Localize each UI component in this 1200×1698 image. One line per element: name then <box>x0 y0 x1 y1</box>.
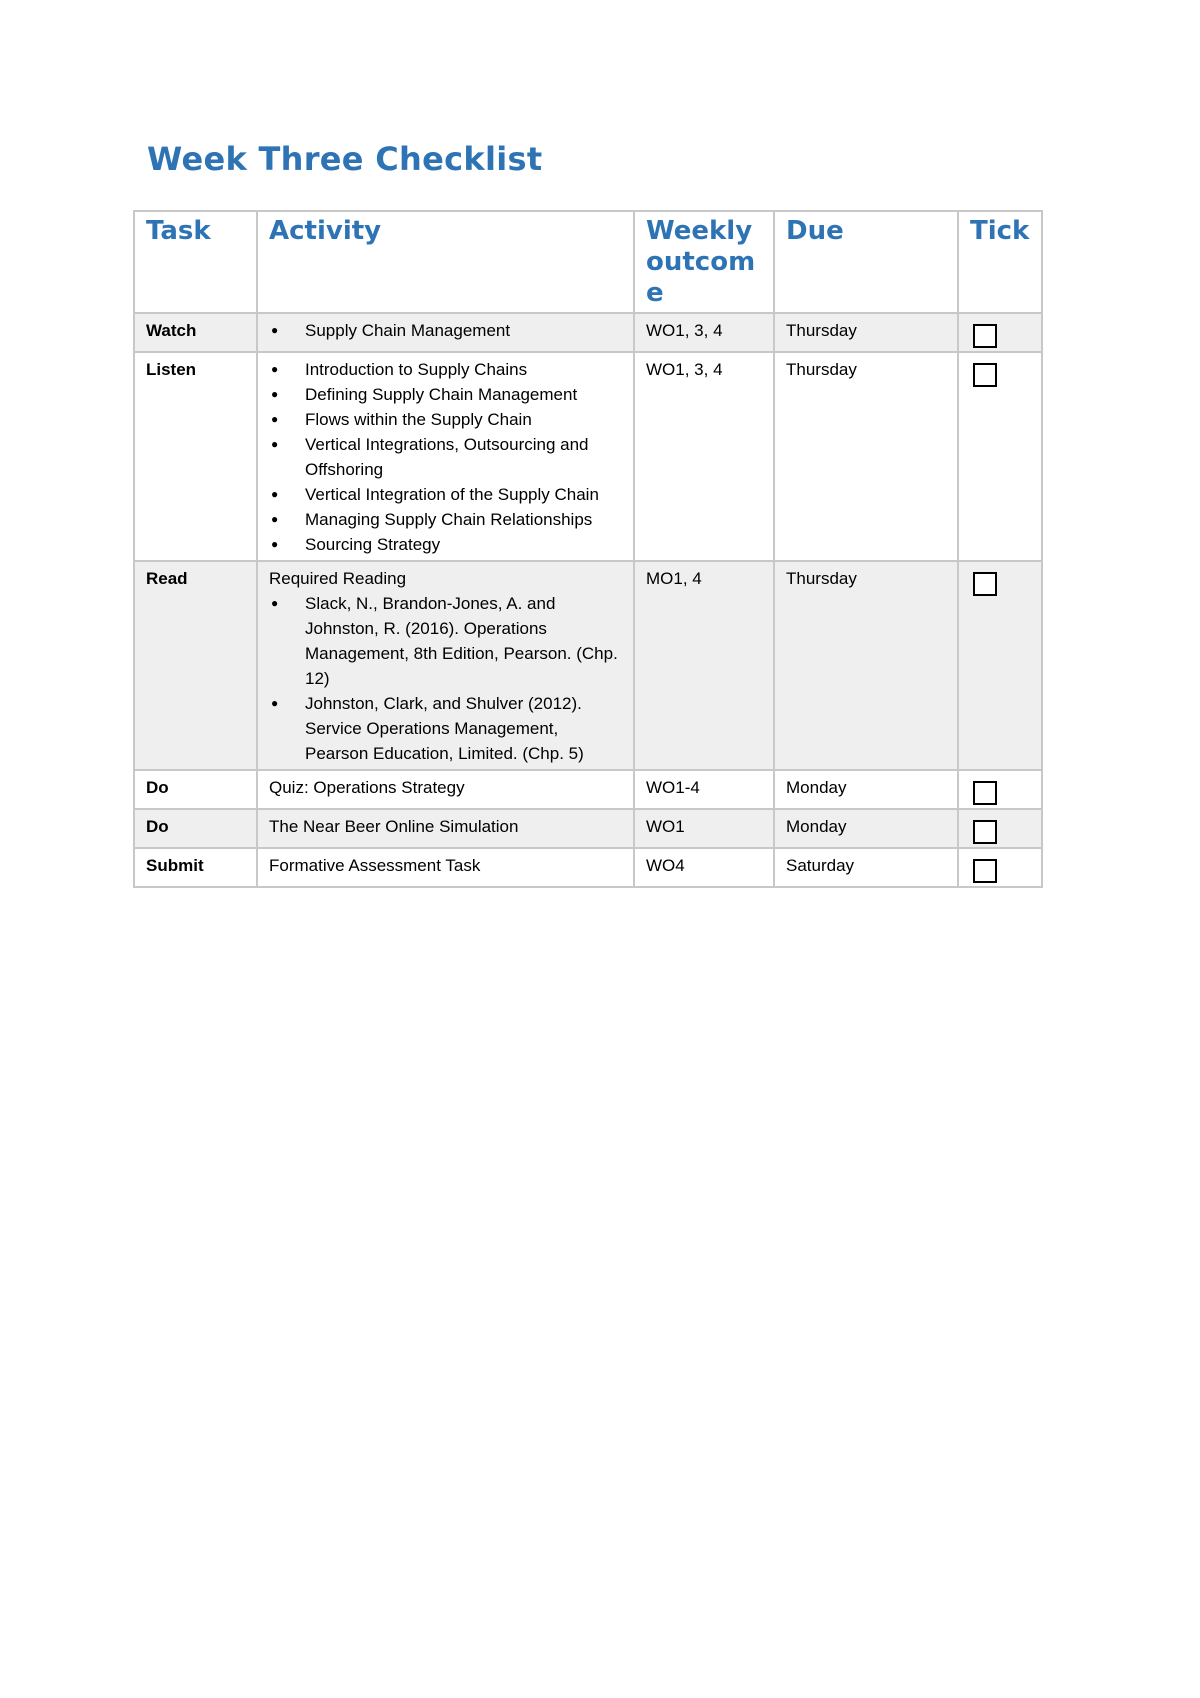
list-item: ● Supply Chain Management <box>305 318 623 343</box>
activity-list <box>269 357 623 557</box>
due-cell: Saturday <box>774 848 958 887</box>
tick-cell <box>958 809 1042 848</box>
list-item: ● Managing Supply Chain Relationships <box>305 507 623 532</box>
outcome-cell: WO1, 3, 4 <box>634 313 774 352</box>
header-task: Task <box>134 211 257 313</box>
outcome-cell: MO1, 4 <box>634 561 774 770</box>
tick-cell <box>958 352 1042 561</box>
list-item: ● Vertical Integrations, Outsourcing and Offshoring <box>305 432 623 482</box>
activity-list <box>269 591 623 766</box>
list-item: ● Introduction to Supply Chains <box>305 357 623 382</box>
tick-cell <box>958 848 1042 887</box>
header-weekly-outcome: Weekly outcome <box>634 211 774 313</box>
checklist-table <box>133 210 1043 888</box>
tick-cell <box>958 561 1042 770</box>
task-cell: Do <box>134 770 257 809</box>
outcome-cell: WO4 <box>634 848 774 887</box>
outcome-cell: WO1-4 <box>634 770 774 809</box>
tick-checkbox[interactable] <box>973 859 997 883</box>
activity-cell: The Near Beer Online Simulation <box>257 809 634 848</box>
required-reading-label: Required Reading <box>269 569 407 588</box>
table-row <box>134 352 1042 561</box>
tick-checkbox[interactable] <box>973 781 997 805</box>
activity-cell <box>257 352 634 561</box>
activity-cell <box>257 313 634 352</box>
table-row <box>134 313 1042 352</box>
activity-cell: Formative Assessment Task <box>257 848 634 887</box>
due-cell: Thursday <box>774 561 958 770</box>
list-item: ● Sourcing Strategy <box>305 532 623 557</box>
list-item: ● Defining Supply Chain Management <box>305 382 623 407</box>
list-item: ● Slack, N., Brandon-Jones, A. and Johnston, R. (2016). Operations Management, 8th Edition, Pearson. (Chp. 12) <box>305 591 623 691</box>
tick-cell <box>958 313 1042 352</box>
header-activity: Activity <box>257 211 634 313</box>
task-cell: Submit <box>134 848 257 887</box>
list-item: ● Johnston, Clark, and Shulver (2012). Service Operations Management, Pearson Education, Limited. (Chp. 5) <box>305 691 623 766</box>
due-cell: Thursday <box>774 313 958 352</box>
tick-checkbox[interactable] <box>973 324 997 348</box>
header-due: Due <box>774 211 958 313</box>
table-row <box>134 770 1042 809</box>
tick-checkbox[interactable] <box>973 820 997 844</box>
tick-cell <box>958 770 1042 809</box>
list-item: ● Flows within the Supply Chain <box>305 407 623 432</box>
tick-checkbox[interactable] <box>973 363 997 387</box>
task-cell: Watch <box>134 313 257 352</box>
header-row <box>134 211 1042 313</box>
due-cell: Thursday <box>774 352 958 561</box>
task-cell: Listen <box>134 352 257 561</box>
table-row <box>134 561 1042 770</box>
header-tick: Tick <box>958 211 1042 313</box>
task-cell: Do <box>134 809 257 848</box>
outcome-cell: WO1, 3, 4 <box>634 352 774 561</box>
task-cell: Read <box>134 561 257 770</box>
due-cell: Monday <box>774 809 958 848</box>
list-item: ● Vertical Integration of the Supply Chain <box>305 482 623 507</box>
table-row <box>134 848 1042 887</box>
activity-list <box>269 318 623 343</box>
tick-checkbox[interactable] <box>973 572 997 596</box>
due-cell: Monday <box>774 770 958 809</box>
activity-cell <box>257 561 634 770</box>
page-title: Week Three Checklist <box>147 140 543 178</box>
table-row <box>134 809 1042 848</box>
activity-cell: Quiz: Operations Strategy <box>257 770 634 809</box>
outcome-cell: WO1 <box>634 809 774 848</box>
